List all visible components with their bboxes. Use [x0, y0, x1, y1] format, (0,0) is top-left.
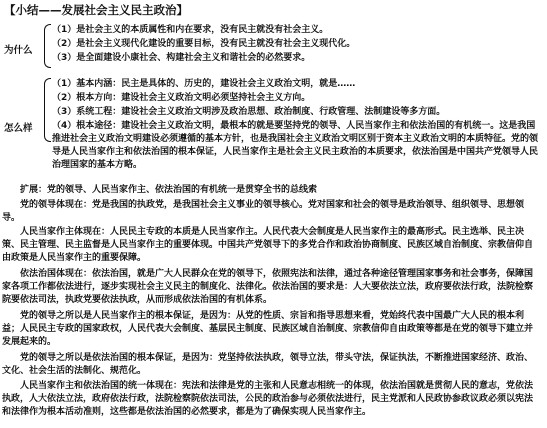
- paragraph-party-leadership: 党的领导体现在：党是我国的执政党，是我国社会主义事业的领导核心。党对国家和社会的领导是政治领导、组织领导、思想领导。: [2, 200, 525, 223]
- page-title: 【小结——发展社会主义民主政治】: [4, 3, 188, 17]
- extension-note: 扩展：党的领导、人民当家作主、依法治国的有机统一是贯穿全书的总线索: [20, 185, 318, 195]
- why-label: 为什么: [4, 45, 33, 56]
- paragraph-people-masters: 人民当家作主体现在：人民民主专政的本质是人民当家作主。人民代表大会制度是人民当家作主的最高形式。民主选举、民主决策、民主管理、民主监督是人民当家作主的重要体现。中国共产党领导下的多党合作和政治协商制度、民族区域自治制度、宗教信仰自由政策是人民当家作主的重要保障。: [2, 227, 534, 263]
- why-brace: [44, 24, 51, 68]
- how-item-4: （4）根本途径：建设社会主义政治文明，最根本的就是要坚持党的领导、人民当家作主和依法治国的有机统一。这是我国推进社会主义政治文明建设必须遵循的基本方针，也是我国社会主义政治文明区别于资本主义政治文明的本质特征。党的领导是人民当家作主和依法治国的根本保证，人民当家作主是社会主义民主政治的本质要求，依法治国是中国共产党领导人民治理国家的基本方略。: [52, 121, 539, 170]
- how-item-3: （3）系统工程：建设社会主义政治文明涉及政治思想、政治制度、行政管理、法制建设等多方面。: [52, 107, 446, 117]
- why-item-1: （1）是社会主义的本质属性和内在要求，没有民主就没有社会主义。: [52, 25, 329, 35]
- paragraph-rule-of-law: 依法治国体现在：依法治国，就是广大人民群众在党的领导下，依照宪法和法律，通过各种途径管理国家事务和社会事务，保障国家各项工作都依法进行，逐步实现社会主义民主的制度化、法律化。依法治国的要求是：人大要依法立法，政府要依法行政，法院检察院要依法司法，执政党要依法执政，从而形成依法治国的有机体系。: [2, 269, 534, 305]
- paragraph-guarantee-people: 党的领导之所以是人民当家作主的根本保证，是因为：从党的性质、宗旨和指导思想来看，党始终代表中国最广大人民的根本利益；人民民主专政的国家政权，人民代表大会制度、基层民主制度、民族区域自治制度、宗教信仰自由政策等都是在党的领导下建立并发展起来的。: [2, 311, 534, 347]
- how-item-1: （1）基本内涵：民主是具体的、历史的，建设社会主义政治文明，就是……: [52, 79, 356, 89]
- paragraph-guarantee-law: 党的领导之所以是依法治国的根本保证，是因为：党坚持依法执政，领导立法，带头守法，保证执法，不断推进国家经济、政治、文化、社会生活的法制化、规范化。: [2, 353, 534, 376]
- how-item-2: （2）根本方向：建设社会主义政治文明必须坚持社会主义方向。: [52, 93, 311, 103]
- how-brace: [44, 78, 51, 142]
- why-item-2: （2）是社会主义现代化建设的重要目标，没有民主就没有社会主义现代化。: [52, 39, 356, 49]
- why-item-3: （3）是全面建设小康社会、构建社会主义和谐社会的必然要求。: [52, 53, 311, 63]
- paragraph-unity: 人民当家作主和依法治国的统一体现在：宪法和法律是党的主张和人民意志相统一的体现，依法治国就是贯彻人民的意志，党依法执政，人大依法立法，政府依法行政，法院检察院依法司法，公民的政治参与必须依法进行，民主党派和人民政协参政议政必须以宪法和法律作为根本活动准则，这些都是依法治国的必然要求，都是为了确保实现人民当家作主。: [2, 381, 534, 417]
- how-label: 怎么样: [4, 123, 33, 134]
